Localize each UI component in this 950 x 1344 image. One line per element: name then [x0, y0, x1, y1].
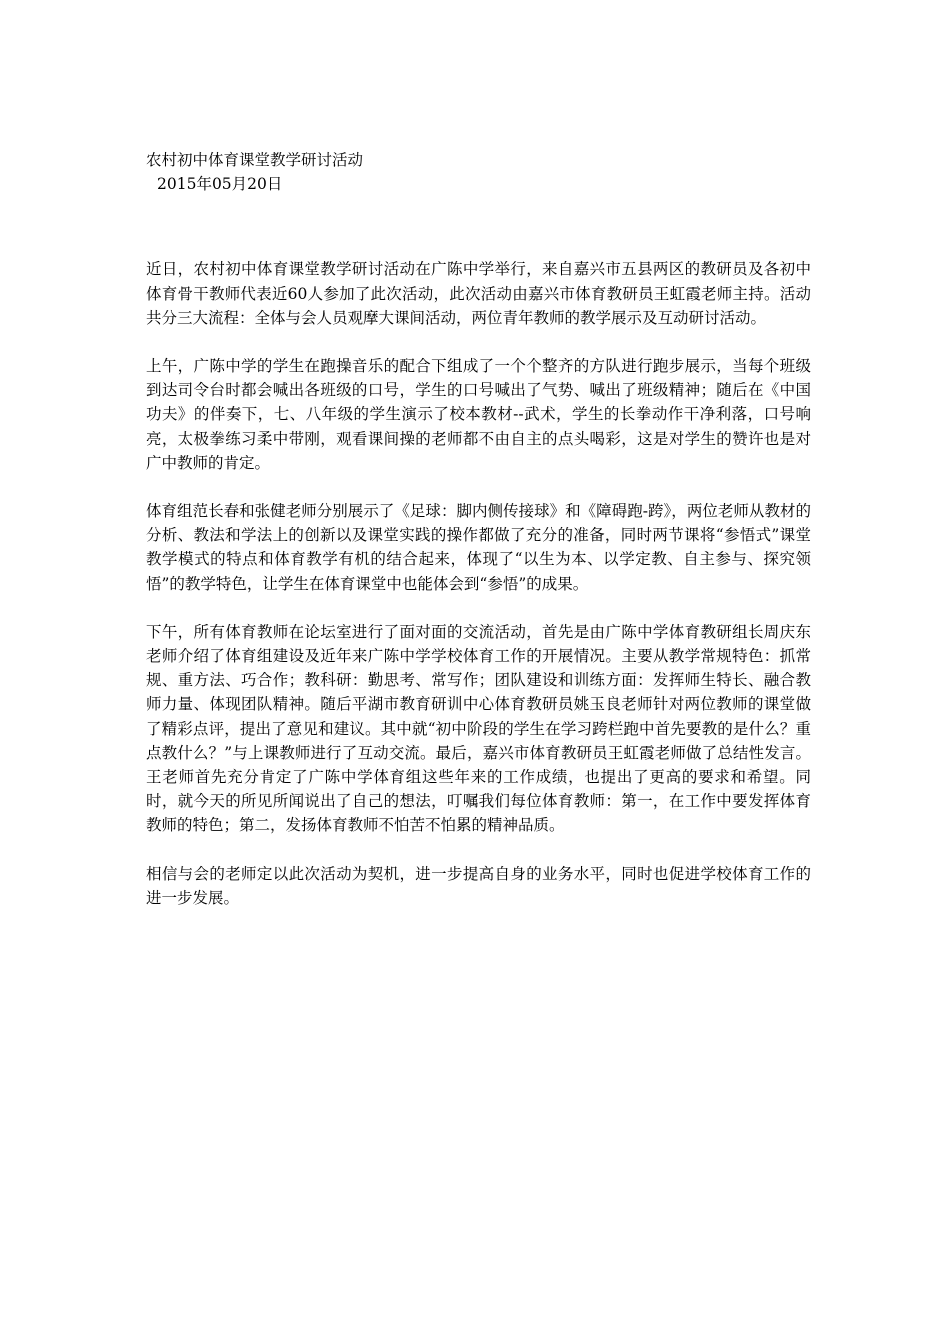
paragraph-morning: 上午，广陈中学的学生在跑操音乐的配合下组成了一个个整齐的方队进行跑步展示，当每个班级到达司令台时都会喊出各班级的口号，学生的口号喊出了气势、喊出了班级精神；随后在《中国功夫》的伴奏下，七、八年级的学生演示了校本教材--武术，学生的长拳动作干净利落，口号响亮，太极拳练习柔中带刚，观看课间操的老师都不由自主的点头喝彩，这是对学生的赞许也是对广中教师的肯定。: [146, 357, 811, 472]
document-title: 农村初中体育课堂教学研讨活动: [146, 151, 364, 169]
document-page: [146, 148, 811, 934]
document-date: 2015年05月20日: [157, 175, 283, 194]
paragraph-conclusion: 相信与会的老师定以此次活动为契机，进一步提高自身的业务水平，同时也促进学校体育工作的进一步发展。: [146, 864, 811, 907]
paragraph-intro: 近日，农村初中体育课堂教学研讨活动在广陈中学举行，来自嘉兴市五县两区的教研员及各初中体育骨干教师代表近60人参加了此次活动，此次活动由嘉兴市体育教研员王虹霞老师主持。活动共分三大流程：全体与会人员观摩大课间活动，两位青年教师的教学展示及互动研讨活动。: [146, 260, 811, 327]
paragraph-lessons: 体育组范长春和张健老师分别展示了《足球：脚内侧传接球》和《障碍跑-跨》，两位老师从教材的分析、教法和学法上的创新以及课堂实践的操作都做了充分的准备，同时两节课将“参悟式”课堂教学模式的特点和体育教学有机的结合起来，体现了“以生为本、以学定教、自主参与、探究领悟”的教学特色，让学生在体育课堂中也能体会到“参悟”的成果。: [146, 502, 811, 593]
header-spacer: [146, 196, 811, 257]
paragraph-afternoon: 下午，所有体育教师在论坛室进行了面对面的交流活动，首先是由广陈中学体育教研组长周庆东老师介绍了体育组建设及近年来广陈中学学校体育工作的开展情况。主要从教学常规特色：抓常规、重方法、巧合作；教科研：勤思考、常写作；团队建设和训练方面：发挥师生特长、融合教师力量、体现团队精神。随后平湖市教育研训中心体育教研员姚玉良老师针对两位教师的课堂做了精彩点评，提出了意见和建议。其中就“初中阶段的学生在学习跨栏跑中首先要教的是什么？重点教什么？”与上课教师进行了互动交流。最后，嘉兴市体育教研员王虹霞老师做了总结性发言。王老师首先充分肯定了广陈中学体育组这些年来的工作成绩，也提出了更高的要求和希望。同时，就今天的所见所闻说出了自己的想法，叮嘱我们每位体育教师：第一，在工作中要发挥体育教师的特色；第二，发扬体育教师不怕苦不怕累的精神品质。: [146, 622, 811, 835]
